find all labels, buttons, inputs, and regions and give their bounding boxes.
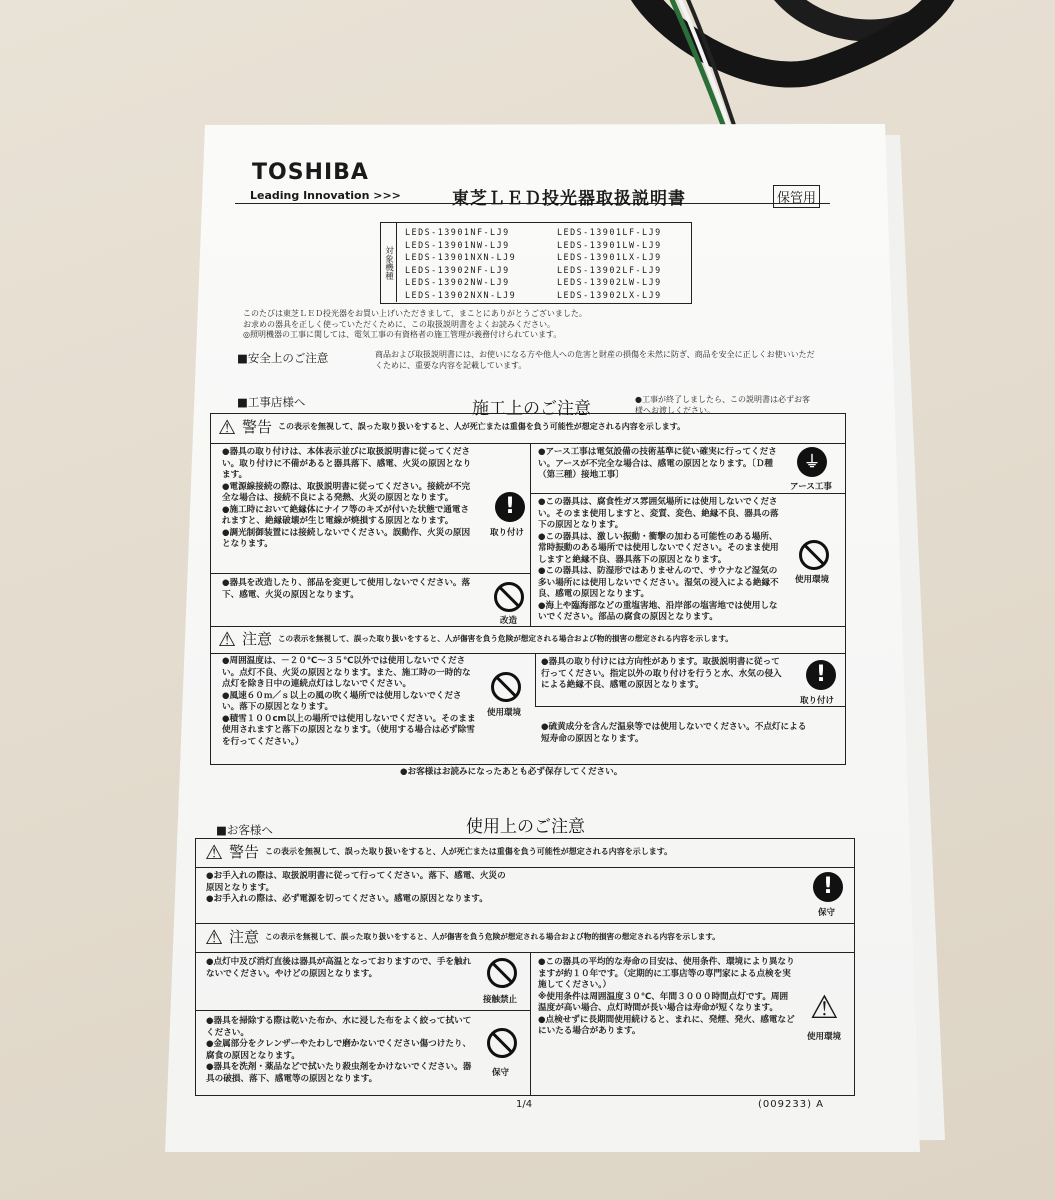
prohibited-environment-icon	[799, 540, 829, 570]
caution-label: 注意	[241, 630, 272, 648]
usage-caution-left-1: ●点灯中及び消灯直後は器具が高温となっておりますので、手を触れないでください。やけどの原因となります。	[206, 957, 472, 979]
page-number: 1/4	[516, 1099, 533, 1110]
model-item: LEDS-13901LX-LJ9	[557, 252, 662, 263]
divider	[530, 493, 846, 494]
model-item: LEDS-13902LW-LJ9	[557, 277, 662, 288]
install-title: 施工上のご注意	[472, 399, 591, 419]
model-item: LEDS-13901NF-LJ9	[405, 227, 510, 237]
install-warning-right-2: ●この器具は、腐食性ガス雰囲気場所には使用しないでください。そのまま使用しますと、変質、変色、絶縁不良、器具の落下の原因となります。 ●この器具は、激しい振動・衝撃の加わる可能性のある場所、常時振動のある場所では使用しないでください。そのまま使用しますと絶縁不良、器具落下の原因となります。 ●この器具は、防湿形ではありませんので、サウナなど湿気の多い場所には使用しないでください。湿気の浸入による絶縁不良、感電の原因となります。 ●海上や臨海部などの重塩害地、沿岸部の塩害地では使用しないでください。部品の腐食の原因となります。	[538, 497, 779, 622]
warning-triangle-icon: ⚠	[205, 839, 223, 864]
model-item: LEDS-13902NW-LJ9	[405, 277, 510, 288]
usage-caution-header	[205, 926, 720, 947]
icon-label: 使用環境	[487, 708, 522, 718]
divider	[195, 1010, 530, 1011]
usage-caution-left-2: ●器具を掃除する際は乾いた布か、水に浸した布をよく絞って拭いてください。 ●金属部分をクレンザーやたわしで磨かないでください傷つけたり、腐食の原因となります。 ●器具を洗剤・薬品などで拭いたり殺虫剤をかけないでください。器具の破損、落下、感電等の原因となります。	[206, 1016, 472, 1084]
model-item: LEDS-13901LF-LJ9	[557, 227, 662, 237]
no-modification-icon	[494, 582, 524, 612]
mandatory-icon: !	[806, 660, 836, 690]
intro-line: ◎照明機器の工事に関しては、電気工事の有資格者の施工管理が義務付けられています。	[243, 330, 562, 340]
usage-caution-right: ●この器具の平均的な寿命の目安は、使用条件、環境により異なりますが約１０年です。（定期的に工事店等の専門家による点検を実施してください。） ※使用条件は周囲温度３０℃、年間３０００時間点灯です。周囲温度が高い場合、点灯時間が長い場合は寿命が短くなります。 ●点検せずに長期間使用続けると、まれに、発煙、発火、感電などにいたる場合があります。	[538, 957, 795, 1036]
icon-label: 取り付け	[490, 528, 525, 538]
customer-heading: ■お客様へ	[216, 823, 273, 837]
prohibited-environment-icon	[491, 672, 521, 702]
intro-text	[243, 309, 843, 341]
icon-label: 保守	[818, 908, 836, 918]
usage-title: 使用上のご注意	[466, 817, 585, 837]
divider	[210, 653, 846, 654]
model-item: LEDS-13902NXN-LJ9	[405, 289, 517, 300]
prohibited-icon	[487, 1028, 517, 1058]
warning-label: 警告	[228, 843, 259, 861]
install-caution-left: ●周囲温度は、－２０℃～３５℃以外では使用しないでください。点灯不良、火災の原因となります。また、施工時の一時的な点灯を除き日中の連続点灯はしないでください。 ●風速６０ｍ／ｓ以上の風の吹く場所では使用しないでください。落下の原因となります。 ●積雪１００cm以上の場所では使用しないでください。そのまま使用されますと落下の原因となります。（使用する場合は必ず除雪を行ってください。）	[222, 656, 476, 747]
brand-tagline: Leading Innovation >>>	[250, 189, 401, 202]
usage-warning-body: ●お手入れの際は、取扱説明書に従って行ってください。落下、感電、火災の原因となります。 ●お手入れの際は、必ず電源を切ってください。感電の原因となります。	[206, 871, 506, 904]
install-note: ●工事が終了しましたら、この説明書は必ずお客様へお渡しください。	[635, 395, 810, 415]
caution-triangle-icon: ⚠	[218, 626, 236, 651]
install-warning-header	[218, 416, 685, 437]
divider	[210, 443, 846, 444]
intro-line: お求めの器具を正しく使っていただくために、この取扱説明書をよくお読みください。	[243, 319, 555, 329]
divider	[535, 653, 536, 706]
install-caution-header	[218, 628, 733, 649]
caution-description: この表示を無視して、誤った取り扱いをすると、人が傷害を負う危険が想定される場合および物的損害の想定される内容を示します。	[264, 932, 720, 941]
model-list-2	[557, 226, 662, 302]
icon-label: 使用環境	[795, 575, 830, 585]
caution-triangle-icon: ⚠	[810, 988, 839, 1026]
model-item: LEDS-13901NW-LJ9	[405, 239, 510, 250]
mandatory-icon: !	[813, 872, 843, 902]
intro-line: このたびは東芝ＬＥＤ投光器をお買い上げいただきまして、まことにありがとうございました。	[243, 309, 587, 318]
icon-label: 改造	[500, 616, 518, 626]
install-warning-left-2: ●器具を改造したり、部品を変更して使用しないでください。落下、感電、火災の原因となります。	[222, 578, 471, 600]
divider	[195, 952, 855, 953]
safety-heading: ■安全上のご注意	[237, 351, 329, 365]
model-item: LEDS-13901NXN-LJ9	[405, 252, 517, 263]
model-item: LEDS-13902LF-LJ9	[557, 264, 662, 275]
warning-description: この表示を無視して、誤った取り扱いをすると、人が死亡または重傷を負う可能性が想定される内容を示します。	[277, 422, 686, 431]
warning-label: 警告	[241, 418, 272, 436]
divider	[195, 923, 855, 924]
storage-badge: 保管用	[773, 185, 820, 208]
ground-icon: ⏚	[797, 447, 827, 477]
brand-logo: TOSHIBA	[252, 160, 369, 185]
divider	[210, 573, 530, 574]
install-warning-right-1: ●アース工事は電気設備の技術基準に従い確実に行ってください。アースが不完全な場合は、感電の原因となります。〔Ｄ種（第三種）接地工事〕	[538, 447, 777, 480]
icon-label: 保守	[492, 1068, 510, 1078]
divider	[195, 867, 855, 868]
install-warning-left-1: ●器具の取り付けは、本体表示並びに取扱説明書に従ってください。取り付けに不備があると器具落下、感電、火災の原因となります。 ●電源線接続の際は、取扱説明書に従ってください。接続が不完全な場合は、接続不良による発熱、火災の原因となります。 ●施工時において絶縁体にナイフ等のキズが付いた状態で通電されますと、絶縁破壊が生じ電線が焼損する原因となります。 ●調光制御装置には接続しないでください。誤動作、火災の原因となります。	[222, 447, 472, 549]
divider	[530, 443, 531, 626]
mandatory-icon: !	[495, 492, 525, 522]
icon-label: アース工事	[790, 482, 832, 492]
model-item: LEDS-13901LW-LJ9	[557, 239, 662, 250]
icon-label: 取り付け	[800, 696, 835, 706]
document-title: 東芝ＬＥＤ投光器取扱説明書	[452, 189, 686, 209]
keep-note: ●お客様はお読みになったあとも必ず保存してください。	[400, 767, 623, 777]
document-code: (009233) A	[758, 1099, 824, 1110]
divider	[535, 706, 846, 707]
model-item: LEDS-13902NF-LJ9	[405, 264, 510, 275]
install-caution-right-1: ●器具の取り付けには方向性があります。取扱説明書に従って行ってください。指定以外の取り付けを行うと水、水気の侵入による絶縁不良、感電の原因となります。	[541, 657, 782, 690]
usage-warning-header	[205, 841, 672, 862]
installer-heading: ■工事店様へ	[237, 395, 306, 409]
install-caution-right-2: ●硫黄成分を含んだ温泉等では使用しないでください。不点灯による短寿命の原因となります。	[541, 722, 807, 744]
divider	[210, 626, 846, 627]
caution-triangle-icon: ⚠	[205, 924, 223, 949]
icon-label: 使用環境	[807, 1032, 842, 1042]
model-list-1	[405, 226, 516, 302]
warning-description: この表示を無視して、誤った取り扱いをすると、人が死亡または重傷を負う可能性が想定される内容を示します。	[264, 847, 673, 856]
divider	[530, 952, 531, 1096]
model-table	[380, 222, 692, 304]
warning-triangle-icon: ⚠	[218, 414, 236, 439]
safety-text: 商品および取扱説明書には、お使いになる方や他人への危害と財産の損傷を未然に防ぎ、商品を安全に正しくお使いいただくために、重要な内容を記載しています。	[375, 350, 815, 370]
model-label: 対象機種	[381, 223, 397, 302]
caution-description: この表示を無視して、誤った取り扱いをすると、人が傷害を負う危険が想定される場合および物的損害の想定される内容を示します。	[277, 634, 733, 643]
icon-label: 接触禁止	[483, 995, 518, 1005]
no-touch-icon	[487, 958, 517, 988]
caution-label: 注意	[228, 928, 259, 946]
model-item: LEDS-13902LX-LJ9	[557, 289, 662, 300]
